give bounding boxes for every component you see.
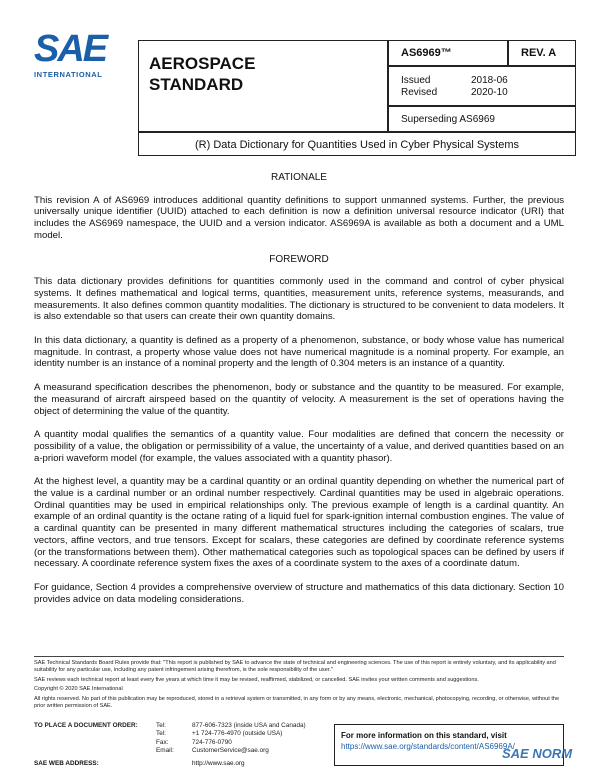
superseding: Superseding AS6969 — [388, 106, 576, 132]
tel-1: 877-606-7323 (inside USA and Canada) — [192, 722, 306, 729]
revised-value: 2020-10 — [471, 87, 508, 98]
footer-review: SAE reviews each technical report at least every five years at which time it may be revised, reaffirmed, stabilized, or cancelled. SAE invites your written comments and suggestions. — [34, 676, 479, 683]
web-label: SAE WEB ADDRESS: — [34, 760, 99, 767]
issued-row — [401, 75, 563, 87]
revision: REV. A — [508, 40, 576, 66]
footer-rules: SAE Technical Standards Board Rules provide that: "This report is published by SAE to advance the state of technical and engineering sciences. The use of this report is entirely voluntary, and its applicability and suitability for any particular use, including any patent infringement arising therefrom, is the sole responsibility of the user." — [34, 660, 556, 674]
footer-rights: All rights reserved. No part of this publication may be reproduced, stored in a retrieval system or transmitted, in any form or by any means, electronic, mechanical, photocopying, recording, or otherwise, without the prior written permission of SAE. — [34, 695, 560, 710]
document-type — [138, 40, 388, 132]
issued-value: 2018-06 — [471, 75, 508, 86]
fax: 724-776-0790 — [192, 738, 232, 746]
paragraph: A quantity modal qualifies the semantics of a quantity value. Four modalities are defined that concern the necessity or possibility of a value, the obligation or permissibility of a value, the uncertainty of a value, and derived quantities based on an a-priori waveform model (for example, the values associated with a quantity phasor). — [34, 429, 564, 464]
paragraph: A measurand specification describes the phenomenon, body or substance and the quantity to be measured. For example, the measurand of aircraft airspeed based on the quantity of velocity. A measurement is the set of operations having the object of determining the value of the quantity. — [34, 382, 564, 417]
document-body — [34, 172, 564, 617]
doc-number: AS6969™ — [388, 40, 508, 66]
web-link[interactable]: http://www.sae.org — [192, 760, 245, 767]
issued-label: Issued — [401, 75, 431, 86]
dates-box — [388, 66, 576, 106]
tel-2: +1 724-776-4970 (outside USA) — [192, 730, 283, 738]
paragraph: In this data dictionary, a quantity is defined as a property of a phenomenon, substance, or body whose value has numerical magnitude. In contrast, a property whose value does not have numerical magnitude is a nominal property. For example, an identity number is an instance of a nominal property and the length of 0.304 meters is an instance of a quantity. — [34, 335, 564, 370]
order-info — [34, 722, 334, 756]
order-label: TO PLACE A DOCUMENT ORDER: — [34, 722, 138, 729]
paragraph: For guidance, Section 4 provides a comprehensive overview of structure and mathematics of this data dictionary. Section 10 provides advice on data modeling considerations. — [34, 581, 564, 605]
revised-label: Revised — [401, 87, 438, 98]
fax-label: Fax: — [156, 738, 169, 746]
web-address — [34, 760, 245, 767]
info-link[interactable]: https://www.sae.org/standards/content/AS6969A/ — [341, 742, 515, 751]
foreword-heading: FOREWORD — [269, 253, 329, 265]
revised-row — [401, 87, 563, 99]
footer-notes — [34, 660, 564, 712]
paragraph: At the highest level, a quantity may be a cardinal quantity or an ordinal quantity depending on whether the numerical part of the value is a cardinal number or an ordinal number respectively. Cardinal quantities may be used in algebraic operations. Ordinal quantities may be used in empirical relationships only. The previous example of length is a cardinal quantity. An example of an ordinal quantity is the octane rating of a liquid fuel for spark-ignition internal combustion engines. The value of a cardinal quantity can be presented in many different mathematical structures including the categories of scalars, true vectors, affine vectors, and true tensors. Except for scalars, these categories are defined by coordinate reference systems (or the transformations between them). Other mathematical categories such as topological spaces can be defined by users if necessary. A coordinate reference system fixes the axes of a coordinate system to the axes of a coordinate datum. — [34, 476, 564, 570]
rationale-text: This revision A of AS6969 introduces additional quantity definitions to support unmanned systems. Further, the previous universally unique identifier (UUID) attached to each definition is now a definition universal resource indicator (URI) that includes the AS6969 namespace, the UUID and a version indicator. AS6969A is available as both a document and a UML model. — [34, 194, 564, 241]
tel-label: Tel: — [156, 722, 166, 729]
footer-copyright: Copyright © 2020 SAE International — [34, 686, 123, 693]
logo-sub: INTERNATIONAL — [34, 70, 103, 79]
tel-label-2: Tel: — [156, 730, 166, 738]
footer-divider — [34, 656, 564, 657]
paragraph: This data dictionary provides definitions for quantities commonly used in the command and control of cyber physical systems. It defines mathematical and logical terms, quantities, measurement units, reference systems, measurands, and measurements. It also defines common quantity modalities. The dictionary is structured to be convenient to data modelers. It is also extendable so that users can create their own quantity domains. — [34, 276, 564, 323]
title-line-2: STANDARD — [149, 75, 244, 94]
logo-mark: SAE — [34, 28, 107, 70]
email-label: Email: — [156, 747, 174, 755]
watermark: SAE NORM — [502, 746, 573, 761]
email[interactable]: CustomerService@sae.org — [192, 747, 269, 755]
sae-logo — [34, 30, 126, 86]
document-subtitle: (R) Data Dictionary for Quantities Used in Cyber Physical Systems — [138, 132, 576, 156]
rationale-heading: RATIONALE — [271, 172, 327, 183]
info-title: For more information on this standard, visit — [341, 731, 507, 740]
title-line-1: AEROSPACE — [149, 54, 256, 73]
